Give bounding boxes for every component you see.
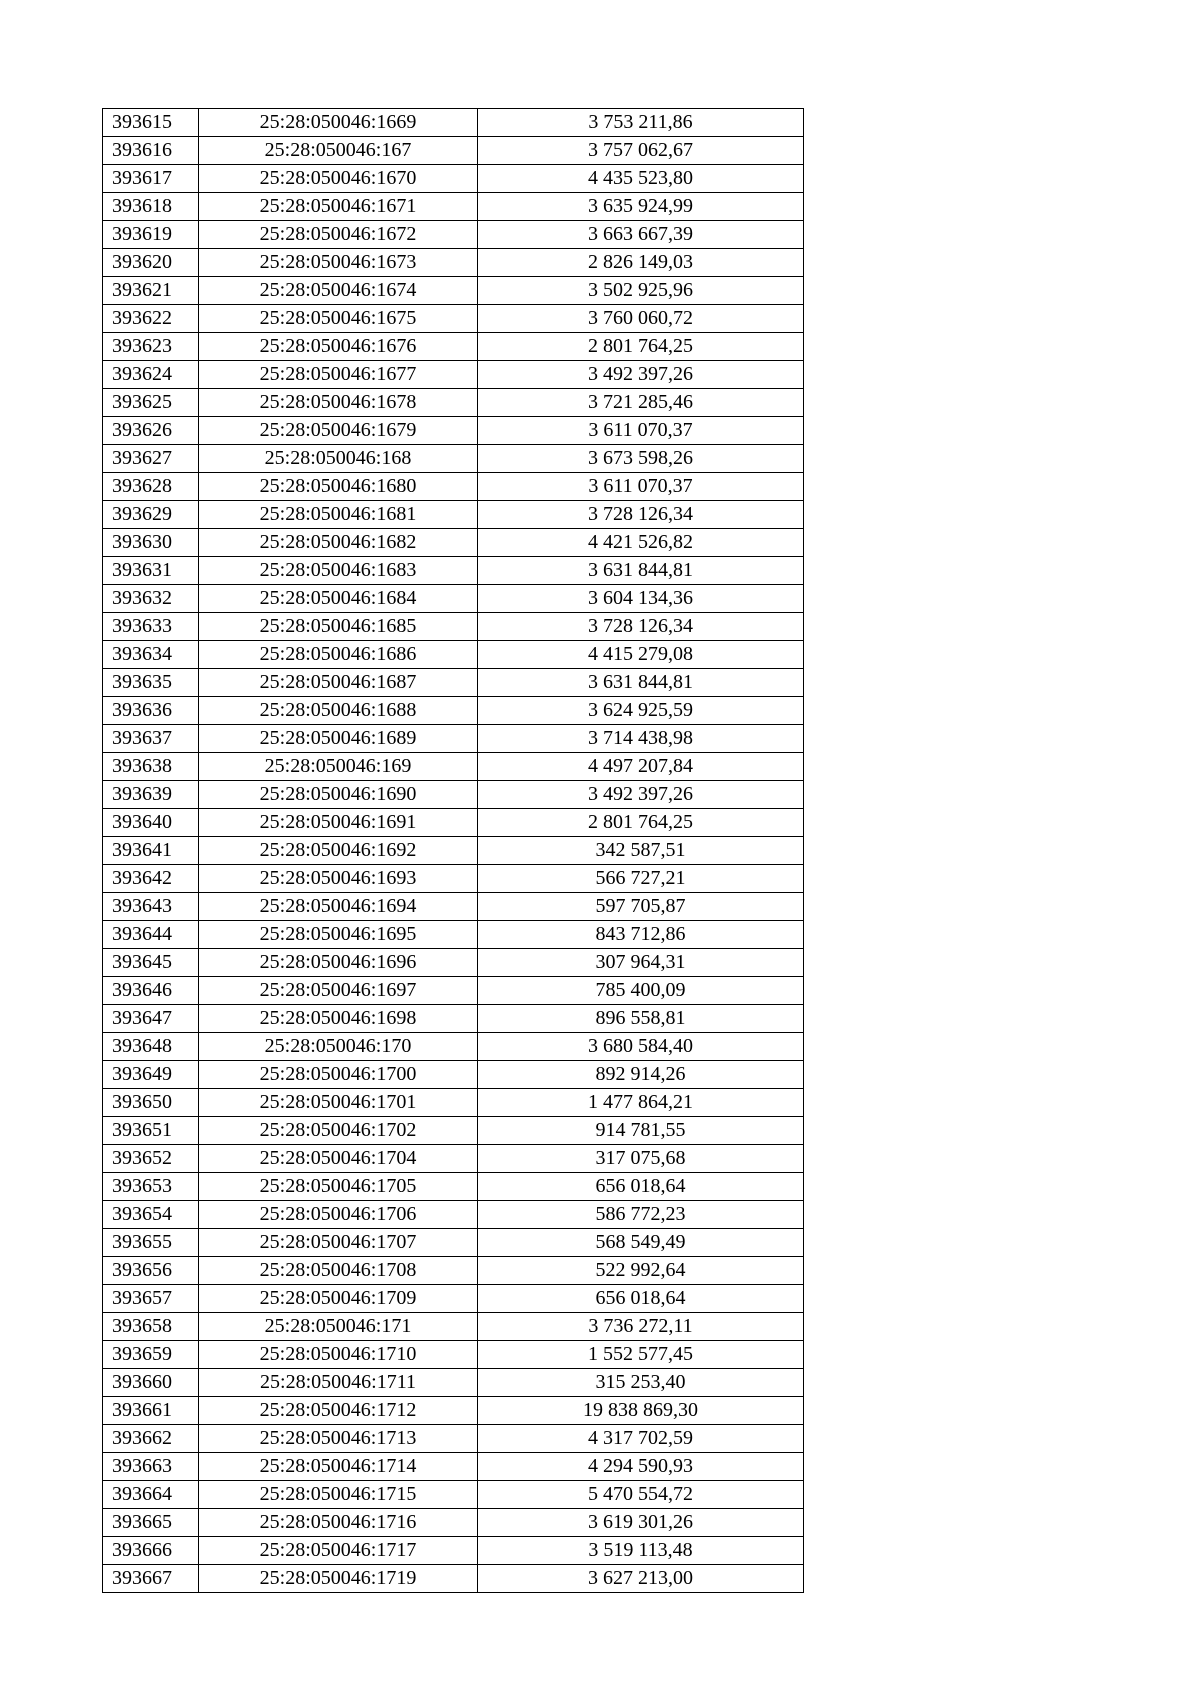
table-row <box>103 1341 804 1369</box>
row-id-cell: 393658 <box>103 1313 199 1341</box>
row-id-cell: 393667 <box>103 1565 199 1593</box>
table-row <box>103 221 804 249</box>
cadastral-number-cell: 25:28:050046:1707 <box>199 1229 478 1257</box>
cadastral-number-cell: 25:28:050046:1698 <box>199 1005 478 1033</box>
cadastral-number-cell: 25:28:050046:1672 <box>199 221 478 249</box>
row-id-cell: 393629 <box>103 501 199 529</box>
cadastral-number-cell: 25:28:050046:1686 <box>199 641 478 669</box>
cadastral-number-cell: 25:28:050046:1696 <box>199 949 478 977</box>
table-row <box>103 1201 804 1229</box>
row-id-cell: 393622 <box>103 305 199 333</box>
table-row <box>103 585 804 613</box>
row-id-cell: 393642 <box>103 865 199 893</box>
cadastral-number-cell: 25:28:050046:1681 <box>199 501 478 529</box>
cadastral-number-cell: 25:28:050046:1690 <box>199 781 478 809</box>
row-id-cell: 393641 <box>103 837 199 865</box>
cadastral-number-cell: 25:28:050046:1673 <box>199 249 478 277</box>
row-id-cell: 393640 <box>103 809 199 837</box>
cadastral-value-cell: 3 736 272,11 <box>478 1313 804 1341</box>
cadastral-value-cell: 3 624 925,59 <box>478 697 804 725</box>
cadastral-number-cell: 25:28:050046:168 <box>199 445 478 473</box>
table-row <box>103 333 804 361</box>
cadastral-value-cell: 3 611 070,37 <box>478 473 804 501</box>
table-row <box>103 305 804 333</box>
table-row <box>103 1313 804 1341</box>
table-row <box>103 893 804 921</box>
table-row <box>103 1285 804 1313</box>
cadastral-number-cell: 25:28:050046:1712 <box>199 1397 478 1425</box>
table-row <box>103 1369 804 1397</box>
row-id-cell: 393624 <box>103 361 199 389</box>
cadastral-value-cell: 1 552 577,45 <box>478 1341 804 1369</box>
cadastral-number-cell: 25:28:050046:1678 <box>199 389 478 417</box>
cadastral-value-cell: 3 619 301,26 <box>478 1509 804 1537</box>
table-row <box>103 949 804 977</box>
table-row <box>103 1397 804 1425</box>
row-id-cell: 393657 <box>103 1285 199 1313</box>
cadastral-number-cell: 25:28:050046:169 <box>199 753 478 781</box>
row-id-cell: 393652 <box>103 1145 199 1173</box>
row-id-cell: 393645 <box>103 949 199 977</box>
cadastral-value-cell: 3 760 060,72 <box>478 305 804 333</box>
cadastral-number-cell: 25:28:050046:1694 <box>199 893 478 921</box>
cadastral-number-cell: 25:28:050046:1674 <box>199 277 478 305</box>
cadastral-value-cell: 342 587,51 <box>478 837 804 865</box>
cadastral-number-cell: 25:28:050046:1679 <box>199 417 478 445</box>
cadastral-number-cell: 25:28:050046:1693 <box>199 865 478 893</box>
table-body <box>103 109 804 1593</box>
cadastral-value-cell: 3 753 211,86 <box>478 109 804 137</box>
cadastral-number-cell: 25:28:050046:1714 <box>199 1453 478 1481</box>
table-row <box>103 921 804 949</box>
cadastral-value-cell: 1 477 864,21 <box>478 1089 804 1117</box>
cadastral-value-cell: 3 663 667,39 <box>478 221 804 249</box>
table-row <box>103 1033 804 1061</box>
row-id-cell: 393616 <box>103 137 199 165</box>
cadastral-number-cell: 25:28:050046:1706 <box>199 1201 478 1229</box>
table-row <box>103 165 804 193</box>
cadastral-number-cell: 25:28:050046:1695 <box>199 921 478 949</box>
cadastral-number-cell: 25:28:050046:1669 <box>199 109 478 137</box>
cadastral-value-cell: 19 838 869,30 <box>478 1397 804 1425</box>
cadastral-value-cell: 3 604 134,36 <box>478 585 804 613</box>
row-id-cell: 393628 <box>103 473 199 501</box>
table-row <box>103 1089 804 1117</box>
cadastral-value-cell: 3 502 925,96 <box>478 277 804 305</box>
row-id-cell: 393626 <box>103 417 199 445</box>
table-row <box>103 697 804 725</box>
cadastral-value-cell: 3 714 438,98 <box>478 725 804 753</box>
cadastral-number-cell: 25:28:050046:1704 <box>199 1145 478 1173</box>
row-id-cell: 393647 <box>103 1005 199 1033</box>
table-row <box>103 1509 804 1537</box>
table-row <box>103 669 804 697</box>
cadastral-number-cell: 25:28:050046:167 <box>199 137 478 165</box>
row-id-cell: 393649 <box>103 1061 199 1089</box>
row-id-cell: 393648 <box>103 1033 199 1061</box>
cadastral-value-cell: 656 018,64 <box>478 1173 804 1201</box>
cadastral-number-cell: 25:28:050046:1713 <box>199 1425 478 1453</box>
row-id-cell: 393663 <box>103 1453 199 1481</box>
table-row <box>103 613 804 641</box>
cadastral-number-cell: 25:28:050046:1685 <box>199 613 478 641</box>
table-row <box>103 249 804 277</box>
cadastral-number-cell: 25:28:050046:1688 <box>199 697 478 725</box>
cadastral-number-cell: 25:28:050046:1717 <box>199 1537 478 1565</box>
table-row <box>103 1145 804 1173</box>
cadastral-value-cell: 3 631 844,81 <box>478 669 804 697</box>
cadastral-value-cell: 522 992,64 <box>478 1257 804 1285</box>
row-id-cell: 393634 <box>103 641 199 669</box>
table-row <box>103 473 804 501</box>
row-id-cell: 393620 <box>103 249 199 277</box>
table-row <box>103 1117 804 1145</box>
row-id-cell: 393633 <box>103 613 199 641</box>
cadastral-value-table <box>102 108 804 1593</box>
row-id-cell: 393655 <box>103 1229 199 1257</box>
table-row <box>103 361 804 389</box>
row-id-cell: 393627 <box>103 445 199 473</box>
table-row <box>103 725 804 753</box>
cadastral-number-cell: 25:28:050046:1683 <box>199 557 478 585</box>
row-id-cell: 393664 <box>103 1481 199 1509</box>
cadastral-value-cell: 3 721 285,46 <box>478 389 804 417</box>
table-row <box>103 137 804 165</box>
cadastral-number-cell: 25:28:050046:1687 <box>199 669 478 697</box>
cadastral-value-cell: 3 757 062,67 <box>478 137 804 165</box>
cadastral-value-cell: 843 712,86 <box>478 921 804 949</box>
table-row <box>103 1061 804 1089</box>
cadastral-value-cell: 3 728 126,34 <box>478 613 804 641</box>
table-row <box>103 1425 804 1453</box>
cadastral-value-cell: 4 317 702,59 <box>478 1425 804 1453</box>
cadastral-value-cell: 566 727,21 <box>478 865 804 893</box>
cadastral-value-cell: 3 492 397,26 <box>478 781 804 809</box>
cadastral-number-cell: 25:28:050046:1680 <box>199 473 478 501</box>
cadastral-value-cell: 3 519 113,48 <box>478 1537 804 1565</box>
cadastral-value-cell: 2 801 764,25 <box>478 333 804 361</box>
cadastral-number-cell: 25:28:050046:1697 <box>199 977 478 1005</box>
row-id-cell: 393654 <box>103 1201 199 1229</box>
cadastral-value-cell: 656 018,64 <box>478 1285 804 1313</box>
cadastral-value-cell: 597 705,87 <box>478 893 804 921</box>
table-row <box>103 781 804 809</box>
cadastral-number-cell: 25:28:050046:1676 <box>199 333 478 361</box>
cadastral-value-cell: 4 415 279,08 <box>478 641 804 669</box>
cadastral-number-cell: 25:28:050046:1705 <box>199 1173 478 1201</box>
table-row <box>103 1481 804 1509</box>
table-row <box>103 809 804 837</box>
cadastral-value-cell: 4 497 207,84 <box>478 753 804 781</box>
cadastral-number-cell: 25:28:050046:1689 <box>199 725 478 753</box>
table-row <box>103 1453 804 1481</box>
table-row <box>103 193 804 221</box>
cadastral-number-cell: 25:28:050046:1719 <box>199 1565 478 1593</box>
row-id-cell: 393643 <box>103 893 199 921</box>
cadastral-number-cell: 25:28:050046:1715 <box>199 1481 478 1509</box>
cadastral-value-cell: 4 435 523,80 <box>478 165 804 193</box>
cadastral-value-cell: 2 826 149,03 <box>478 249 804 277</box>
cadastral-number-cell: 25:28:050046:1709 <box>199 1285 478 1313</box>
table-row <box>103 417 804 445</box>
cadastral-number-cell: 25:28:050046:1711 <box>199 1369 478 1397</box>
row-id-cell: 393637 <box>103 725 199 753</box>
row-id-cell: 393631 <box>103 557 199 585</box>
table-row <box>103 1537 804 1565</box>
cadastral-number-cell: 25:28:050046:171 <box>199 1313 478 1341</box>
cadastral-number-cell: 25:28:050046:1684 <box>199 585 478 613</box>
cadastral-value-cell: 892 914,26 <box>478 1061 804 1089</box>
row-id-cell: 393623 <box>103 333 199 361</box>
cadastral-number-cell: 25:28:050046:1682 <box>199 529 478 557</box>
table-row <box>103 1173 804 1201</box>
row-id-cell: 393639 <box>103 781 199 809</box>
cadastral-value-cell: 317 075,68 <box>478 1145 804 1173</box>
row-id-cell: 393659 <box>103 1341 199 1369</box>
table-row <box>103 501 804 529</box>
row-id-cell: 393656 <box>103 1257 199 1285</box>
cadastral-value-cell: 5 470 554,72 <box>478 1481 804 1509</box>
cadastral-number-cell: 25:28:050046:1701 <box>199 1089 478 1117</box>
row-id-cell: 393630 <box>103 529 199 557</box>
row-id-cell: 393632 <box>103 585 199 613</box>
cadastral-value-cell: 785 400,09 <box>478 977 804 1005</box>
table-row <box>103 445 804 473</box>
row-id-cell: 393625 <box>103 389 199 417</box>
cadastral-number-cell: 25:28:050046:1675 <box>199 305 478 333</box>
row-id-cell: 393653 <box>103 1173 199 1201</box>
cadastral-value-cell: 914 781,55 <box>478 1117 804 1145</box>
row-id-cell: 393646 <box>103 977 199 1005</box>
row-id-cell: 393636 <box>103 697 199 725</box>
cadastral-value-cell: 3 728 126,34 <box>478 501 804 529</box>
cadastral-value-cell: 315 253,40 <box>478 1369 804 1397</box>
row-id-cell: 393666 <box>103 1537 199 1565</box>
cadastral-value-cell: 568 549,49 <box>478 1229 804 1257</box>
table-row <box>103 389 804 417</box>
cadastral-value-cell: 3 680 584,40 <box>478 1033 804 1061</box>
table-row <box>103 1565 804 1593</box>
row-id-cell: 393661 <box>103 1397 199 1425</box>
cadastral-number-cell: 25:28:050046:1710 <box>199 1341 478 1369</box>
cadastral-value-cell: 3 611 070,37 <box>478 417 804 445</box>
row-id-cell: 393635 <box>103 669 199 697</box>
table-row <box>103 1229 804 1257</box>
row-id-cell: 393660 <box>103 1369 199 1397</box>
cadastral-number-cell: 25:28:050046:1716 <box>199 1509 478 1537</box>
cadastral-number-cell: 25:28:050046:170 <box>199 1033 478 1061</box>
row-id-cell: 393621 <box>103 277 199 305</box>
row-id-cell: 393615 <box>103 109 199 137</box>
table-row <box>103 641 804 669</box>
cadastral-value-cell: 3 635 924,99 <box>478 193 804 221</box>
cadastral-value-cell: 4 294 590,93 <box>478 1453 804 1481</box>
cadastral-value-cell: 3 492 397,26 <box>478 361 804 389</box>
cadastral-value-cell: 2 801 764,25 <box>478 809 804 837</box>
cadastral-number-cell: 25:28:050046:1692 <box>199 837 478 865</box>
cadastral-number-cell: 25:28:050046:1677 <box>199 361 478 389</box>
table-row <box>103 109 804 137</box>
row-id-cell: 393638 <box>103 753 199 781</box>
row-id-cell: 393650 <box>103 1089 199 1117</box>
cadastral-value-cell: 3 673 598,26 <box>478 445 804 473</box>
cadastral-value-cell: 307 964,31 <box>478 949 804 977</box>
row-id-cell: 393617 <box>103 165 199 193</box>
row-id-cell: 393662 <box>103 1425 199 1453</box>
table-row <box>103 529 804 557</box>
cadastral-value-cell: 4 421 526,82 <box>478 529 804 557</box>
table-row <box>103 977 804 1005</box>
cadastral-number-cell: 25:28:050046:1708 <box>199 1257 478 1285</box>
table-row <box>103 837 804 865</box>
cadastral-number-cell: 25:28:050046:1700 <box>199 1061 478 1089</box>
cadastral-number-cell: 25:28:050046:1691 <box>199 809 478 837</box>
table-row <box>103 557 804 585</box>
row-id-cell: 393665 <box>103 1509 199 1537</box>
cadastral-number-cell: 25:28:050046:1671 <box>199 193 478 221</box>
cadastral-value-cell: 896 558,81 <box>478 1005 804 1033</box>
table-row <box>103 753 804 781</box>
row-id-cell: 393619 <box>103 221 199 249</box>
row-id-cell: 393618 <box>103 193 199 221</box>
row-id-cell: 393651 <box>103 1117 199 1145</box>
cadastral-number-cell: 25:28:050046:1702 <box>199 1117 478 1145</box>
cadastral-value-cell: 586 772,23 <box>478 1201 804 1229</box>
row-id-cell: 393644 <box>103 921 199 949</box>
table-row <box>103 1257 804 1285</box>
table-row <box>103 865 804 893</box>
cadastral-number-cell: 25:28:050046:1670 <box>199 165 478 193</box>
cadastral-value-cell: 3 627 213,00 <box>478 1565 804 1593</box>
table-row <box>103 1005 804 1033</box>
table-row <box>103 277 804 305</box>
cadastral-value-cell: 3 631 844,81 <box>478 557 804 585</box>
